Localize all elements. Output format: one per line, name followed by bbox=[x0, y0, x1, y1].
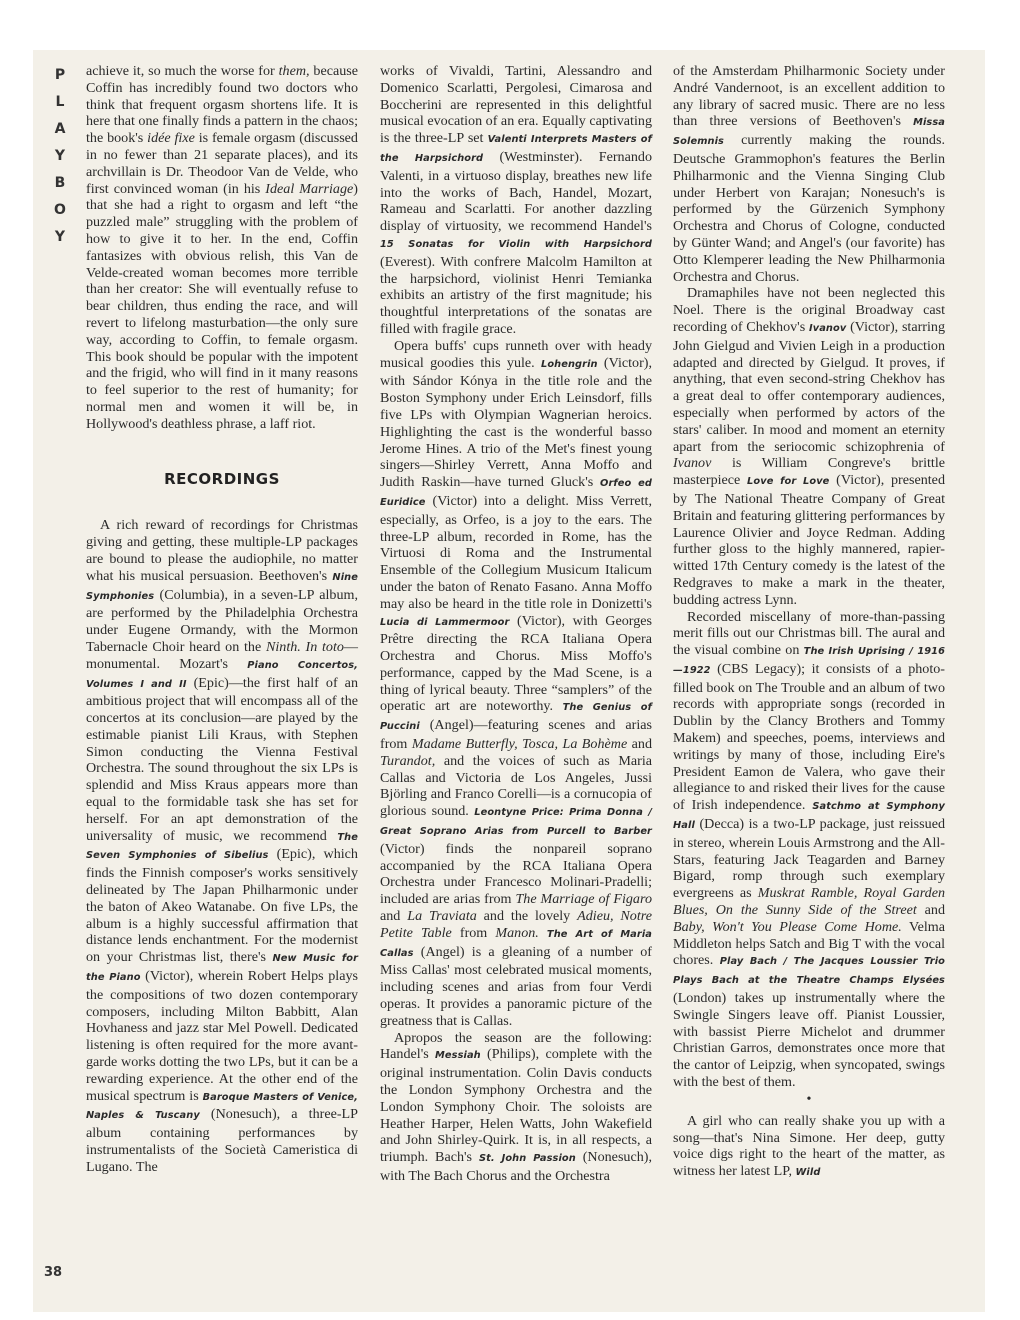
masthead-letter: P bbox=[54, 67, 66, 83]
album-title: Satchmo at Symphony Hall bbox=[673, 801, 945, 832]
text-run: (Angel)—featuring scenes and arias from bbox=[380, 717, 652, 753]
album-title: Play Bach / The Jacques Loussier Trio Plays Bach at the Theatre Champs Elysées bbox=[673, 956, 945, 987]
album-title: St. John Passion bbox=[478, 1153, 576, 1165]
text-run: works of Vivaldi, Tartini, Alessandro and Domenico Scarlatti, Pergolesi, Cimarosa and Boccherini are represented in this delightful musical evocation of an era. Equally captivating is the three-LP set bbox=[380, 63, 652, 147]
album-title: The Irish Uprising / 1916—1922 bbox=[673, 646, 945, 676]
italic-title: Adieu, Notre Petite Table bbox=[380, 908, 652, 941]
album-title: Piano Concertos, Volumes I and II bbox=[86, 659, 359, 690]
text-run: Velma Middleton helps Satch and Big T with the vocal chores. bbox=[673, 918, 945, 969]
italic-title: Manon. bbox=[495, 924, 539, 941]
text-run: (Epic), which finds the Finnish composer's works sensitively delineated by The Japan Philharmonic under the baton of Akeo Watanabe. On five LPs, the album is a highly successful affirmation that distance lends enchantment. For the modernist on your Christmas list, there's bbox=[86, 846, 358, 966]
album-title: Missa Solemnis bbox=[673, 117, 945, 148]
text-run: A girl who can really shake you up with a song—that's Nina Simone. Her deep, gutty voice digs right to the heart of the matter, as witness her latest LP, bbox=[673, 1112, 945, 1180]
text-run: Dramaphiles have not been neglected this Noel. There is the original Broadway cast recording of Chekhov's bbox=[673, 285, 945, 335]
text-run: (Nonesuch), a three-LP album containing performances by instrumentalists of the Società Cameristica di Lugano. The bbox=[86, 1106, 358, 1175]
text-run: (Angel) is a gleaning of a number of Miss Callas' most celebrated musical moments, including scenes and arias from four Verdi operas. It provides a panoramic picture of the greatness that is Callas. bbox=[380, 943, 652, 1029]
masthead-letter: L bbox=[55, 94, 65, 110]
album-title: New Music for the Piano bbox=[86, 953, 358, 984]
italic-title: Turandot, bbox=[380, 752, 436, 769]
text-run: (Philips), complete with the original instrumentation. Colin Davis conducts the London Symphony Orchestra and the London Symphony Choir. The soloists are Heather Harper, Helen Watts, John Wakefield and John Shirley-Quirk. It is, in all respects, a triumph. Bach's bbox=[380, 1046, 652, 1166]
magazine-page bbox=[33, 50, 985, 1312]
masthead-letter: Y bbox=[54, 229, 66, 245]
masthead-letter: O bbox=[54, 202, 66, 218]
paragraph bbox=[380, 63, 652, 338]
text-run: ) that she had a right to orgasm and left “the puzzled male” struggling with the problem of how to give it to her. In the end, Coffin fantasizes with obvious relish, this Van de Velde-created woman becomes more terrible than her creator: She will eventually refuse to bear children, thus ending the race, and will revert to lifelong masturbation—the only sure way, according to Coffin, to female orgasm. This book should be popular with the impotent and the frigid, who will find in it many reasons to feel superior to the rest of humanity; for normal men and women it will be, in Hollywood's deathless phrase, a laff riot. bbox=[86, 180, 358, 432]
paragraph bbox=[380, 338, 652, 1030]
text-run: (Epic)—the first half of an ambitious project that will encompass all of the concertos at its conclusion—are played by the estimable pianist Lili Kraus, with Stephen Simon conducting the Vienna Festival Orchestra. The sound throughout the six LPs is splendid and Miss Kraus appears more than equal to the formidable task she has set for herself. For an apt demonstration of the universality of music, we recommend bbox=[86, 674, 358, 844]
text-run: (Victor), with Sándor Kónya in the title role and the Boston Symphony under Erich Leinsdorf, fills five LPs with Olympian Wagnerian heroics. Highlighting the cast is the wonderful basso Jerome Hines. A trio of the Met's finest young singers—Shirley Verrett, Anna Moffo and Judith Raskin—have turned Gluck's bbox=[380, 354, 652, 491]
italic-title: Baby, Won't You Please Come Home. bbox=[673, 918, 902, 935]
album-title: The Genius of Puccini bbox=[380, 702, 652, 733]
album-title: Ivanov bbox=[808, 322, 847, 334]
text-run: —monumental. Mozart's bbox=[86, 638, 359, 672]
italic-title: Madame Butterfly, Tosca, La Bohème bbox=[411, 736, 628, 753]
italic-title: Ivanov bbox=[673, 455, 712, 472]
text-run: and bbox=[627, 736, 653, 753]
text-run: Apropos the season are the following: Handel's bbox=[380, 1029, 652, 1063]
text-run: (London) takes up instrumentally where the Swingle Singers leave off. Pianist Loussier, with bassist Pierre Michelot and drummer Christian Garros, demonstrates once more that the cantor of Leipzig, when syncopated, swings with the best of them. bbox=[673, 990, 945, 1091]
album-title: Leontyne Price: Prima Donna / Great Soprano Arias from Purcell to Barber bbox=[380, 807, 652, 838]
section-separator-dot: • bbox=[806, 1091, 812, 1107]
album-title: Baroque Masters of Venice, Naples & Tuscany bbox=[86, 1091, 358, 1122]
text-run: Opera buffs' cups runneth over with heady musical goodies this yule. bbox=[380, 337, 652, 371]
text-run: (Victor), with Georges Prêtre directing the RCA Italiana Opera Orchestra and Chorus. Miss Moffo's performance, capped by the Mad Scene, is a thing of lyrical beauty. Three “samplers” of the operatic art are noteworthy. bbox=[380, 612, 652, 715]
album-title: The Seven Symphonies of Sibelius bbox=[86, 831, 358, 862]
text-run: (Columbia), in a seven-LP album, are performed by the Philadelphia Orchestra under Eugene Ormandy, with the Mormon Tabernacle Choir heard on the bbox=[86, 586, 358, 655]
text-run: (Nonesuch), with The Bach Chorus and the Orchestra bbox=[380, 1149, 652, 1184]
text-run: and the lovely bbox=[476, 908, 578, 925]
paragraph bbox=[86, 63, 358, 433]
playboy-masthead bbox=[49, 62, 71, 251]
album-title: Valenti Interprets Masters of the Harpsichord bbox=[380, 134, 652, 164]
italic-title: Ideal Marriage bbox=[265, 180, 354, 197]
album-title: Orfeo ed Euridice bbox=[380, 478, 653, 508]
italic-title: idée fixe bbox=[147, 130, 195, 147]
text-run: Recorded miscellany of more-than-passing merit fills out our Christmas bill. The aural and the visual combine on bbox=[673, 608, 945, 659]
album-title: Nine Symphonies bbox=[86, 571, 358, 602]
album-title: Lucia di Lammermoor bbox=[380, 616, 510, 628]
text-run: (Victor), presented by The National Theatre Company of Great Britain and featuring glittering performances by Laurence Olivier and Joyce Redman. Adding further gloss to the highly mannered, rapier-witted 17th Century comedy is the latest of the Redgraves to make a mark in the theater, budding actress Lynn. bbox=[673, 472, 945, 608]
text-run: is female orgasm (discussed in no fewer than 21 separate places), and its archvillain is Dr. Theodoor Van de Velde, who first convinced woman (in his bbox=[86, 130, 358, 197]
text-run: currently making the rounds. Deutsche Grammophon's features the Berlin Philharmonic and the Vienna Singing Club under Herbert von Karajan; Nonesuch's is performed by the Gürzenich Symphony Orchestra and Chorus of Cologne, conducted by Günter Wand; and Angel's (our favorite) has Otto Klemperer leading the New Philharmonia Orchestra and Chorus. bbox=[673, 132, 945, 285]
paragraph bbox=[673, 63, 945, 285]
paragraph bbox=[673, 1113, 945, 1182]
text-run: (Victor), starring John Gielgud and Vivien Leigh in a production adapted and directed by Gielgud. It proves, if anything, that even second-string Chekhov has a great deal to offer contemporary audiences, especially when performed by actors of the stars' caliber. In mood and moment an eternity apart from the seriocomic schizophrenia of bbox=[673, 318, 945, 455]
text-run: (Everest). With confrere Malcolm Hamilton at the harpsichord, violinist Henri Temianka exhibits an artistry of the first magnitude; his thoughtful interpretations of the sonatas are filled with fragile grace. bbox=[380, 253, 652, 337]
masthead-letter: A bbox=[54, 121, 66, 137]
paragraph bbox=[673, 285, 945, 608]
text-run: (Victor), wherein Robert Helps plays the compositions of two dozen contemporary composers, including Milton Babbitt, Alan Hovhaness and jazz star Mel Powell. Dedicated listening is often required for the more avant-garde works dotting the two LPs, but it can be a rewarding experience. At the other end of the musical spectrum is bbox=[86, 968, 358, 1104]
text-run: and bbox=[380, 908, 408, 925]
album-title: Lohengrin bbox=[540, 358, 598, 370]
paragraph bbox=[86, 517, 358, 1175]
album-title: 15 Sonatas for Violin with Harpsichord bbox=[380, 238, 652, 250]
masthead-letter: Y bbox=[54, 148, 66, 164]
text-run: and the voices of such as Maria Callas and Victoria de Los Angeles, Jussi Björling and Franco Corelli—is a cornucopia of glorious sound. bbox=[380, 752, 652, 820]
italic-title: Ninth. In toto bbox=[265, 638, 344, 655]
paragraph bbox=[380, 1030, 652, 1185]
text-run: of the Amsterdam Philharmonic Society under André Vandernoot, is an excellent addition to any library of sacred music. There are no less than three versions of Beethoven's bbox=[673, 63, 945, 130]
text-run: because Coffin has incredibly found two doctors who think that frequent orgasm shortens life. It is here that one finally finds a pattern in the chaos; the book's bbox=[86, 63, 358, 147]
album-title: The Art of Maria Callas bbox=[380, 928, 652, 959]
text-run: is William Congreve's brittle masterpiece bbox=[673, 455, 945, 489]
text-run: (CBS Legacy); it consists of a photo-filled book on The Trouble and an album of two records with appropriate songs (recorded in Dublin by the Clancy Brothers and Tommy Makem) and speeches, poems, interviews and writings by many of those, including Eire's President Eamon de Valera, who gave their allegiance to and risked their lives for the cause of Irish independence. bbox=[673, 660, 945, 814]
text-run bbox=[539, 925, 547, 941]
text-column-2 bbox=[380, 63, 652, 1185]
text-run: achieve it, so much the worse for bbox=[86, 63, 279, 79]
italic-title: La Traviata bbox=[407, 908, 477, 925]
text-run: (Decca) is a two-LP package, just reissued in stereo, wherein Louis Armstrong and the All-Stars, featuring Jack Teagarden and Barney Bigard, romp through such exemplary evergreens as bbox=[673, 816, 945, 902]
page-number: 38 bbox=[43, 1265, 63, 1280]
text-run: and bbox=[916, 902, 946, 919]
text-run: A rich reward of recordings for Christmas giving and getting, these multiple-LP packages are bound to please the audiophile, no matter what his musical persuasion. Beethoven's bbox=[86, 517, 358, 584]
album-title: Wild bbox=[795, 1167, 821, 1179]
text-run: (Westminster). Fernando Valenti, in a virtuoso display, breathes new life into the works of Bach, Handel, Mozart, Rameau and Scarlatti. For another dazzling display of virtuosity, we recommend Handel's bbox=[380, 148, 652, 235]
paragraph bbox=[673, 609, 945, 1091]
text-column-3 bbox=[673, 63, 945, 1182]
masthead-letter: B bbox=[54, 175, 66, 191]
text-run: from bbox=[451, 924, 496, 941]
album-title: Love for Love bbox=[747, 476, 830, 488]
italic-title: them, bbox=[278, 63, 310, 79]
text-run: (Victor) finds the nonpareil soprano accompanied by the RCA Italiana Opera Orchestra under Francesco Molinari-Pradelli; included are arias from bbox=[380, 840, 652, 908]
italic-title: The Marriage of Figaro bbox=[515, 891, 652, 908]
italic-title: Muskrat Ramble, Royal Garden Blues, On the Sunny Side of the Street bbox=[673, 885, 945, 919]
text-run: (Victor) into a delight. Miss Verrett, especially, as Orfeo, is a joy to the ears. The three-LP album, recorded in Rome, has the Virtuosi di Roma and the Instrumental Ensemble of the Collegium Musicum Italicum under the baton of Renato Fasano. Anna Moffo may also be heard in the title role in Donizetti's bbox=[380, 492, 652, 612]
text-column-1 bbox=[86, 63, 358, 1176]
section-heading: RECORDINGS bbox=[164, 469, 280, 488]
album-title: Messiah bbox=[435, 1050, 481, 1062]
